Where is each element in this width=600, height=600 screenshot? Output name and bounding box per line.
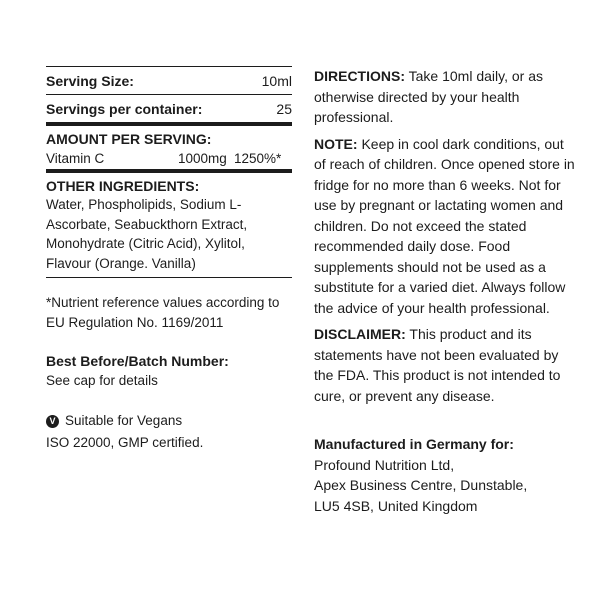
directions-label: DIRECTIONS: (314, 68, 405, 84)
vitamin-nrv: 1250%* (234, 151, 282, 166)
best-before-text: See cap for details (46, 373, 158, 388)
servings-label: Servings per container: (46, 101, 203, 117)
ingredients-text: Water, Phospholipids, Sodium L-Ascorbate, Seabuckthorn Extract, Monohydrate (Citric Acid), Xylitol, Flavour (Orange. Vanilla) (46, 197, 248, 271)
vitamin-amount: 1000mg (178, 151, 227, 166)
note-block (314, 134, 576, 319)
best-before-block (46, 352, 292, 391)
disclaimer-block (314, 324, 576, 406)
best-before-label: Best Before/Batch Number: (46, 353, 229, 369)
manufacturer-line-1: Profound Nutrition Ltd, (314, 456, 455, 473)
manufacturer-block (314, 434, 576, 516)
vegan-text: Suitable for Vegans (65, 412, 183, 428)
info-panel (314, 66, 576, 516)
manufacturer-line-3: LU5 4SB, United Kingdom (314, 497, 478, 514)
manufacturer-label: Manufactured in Germany for: (314, 436, 514, 452)
vitamin-row (46, 147, 292, 169)
ingredients-header: OTHER INGREDIENTS: (46, 178, 200, 194)
vitamin-name: Vitamin C (46, 151, 105, 166)
serving-size-label: Serving Size: (46, 73, 134, 89)
vegan-line (46, 411, 292, 431)
disclaimer-text: This product and its statements have not been evaluated by the FDA. This product is not intended to cure, or prevent any disease. (314, 326, 561, 404)
disclaimer-label: DISCLAIMER: (314, 326, 406, 342)
manufacturer-line-2: Apex Business Centre, Dunstable, (314, 477, 528, 493)
servings-value: 25 (276, 101, 292, 117)
certification-text: ISO 22000, GMP certified. (46, 435, 204, 450)
note-label: NOTE: (314, 135, 358, 152)
directions-text: Take 10ml daily, or as otherwise directed by your health professional. (314, 68, 543, 125)
serving-size-row (46, 67, 292, 94)
nrv-footnote: *Nutrient reference values according to EU Regulation No. 1169/2011 (46, 295, 280, 330)
vegan-icon: V (46, 415, 59, 428)
servings-row (46, 95, 292, 122)
serving-size-value: 10ml (261, 73, 292, 89)
amount-per-serving-header: AMOUNT PER SERVING: (46, 131, 212, 147)
divider (46, 277, 292, 278)
note-text: Keep in cool dark conditions, out of reach of children. Once opened store in fridge for no more than 6 weeks. Not for use by pregnant or lactating women and children. Do not exceed the stated recommended daily dose. Food supplements should not be used as a substitute for a varied diet. Always follow the advice of your health professional. (314, 135, 575, 316)
nutrition-panel (46, 66, 292, 453)
directions-block (314, 66, 576, 128)
